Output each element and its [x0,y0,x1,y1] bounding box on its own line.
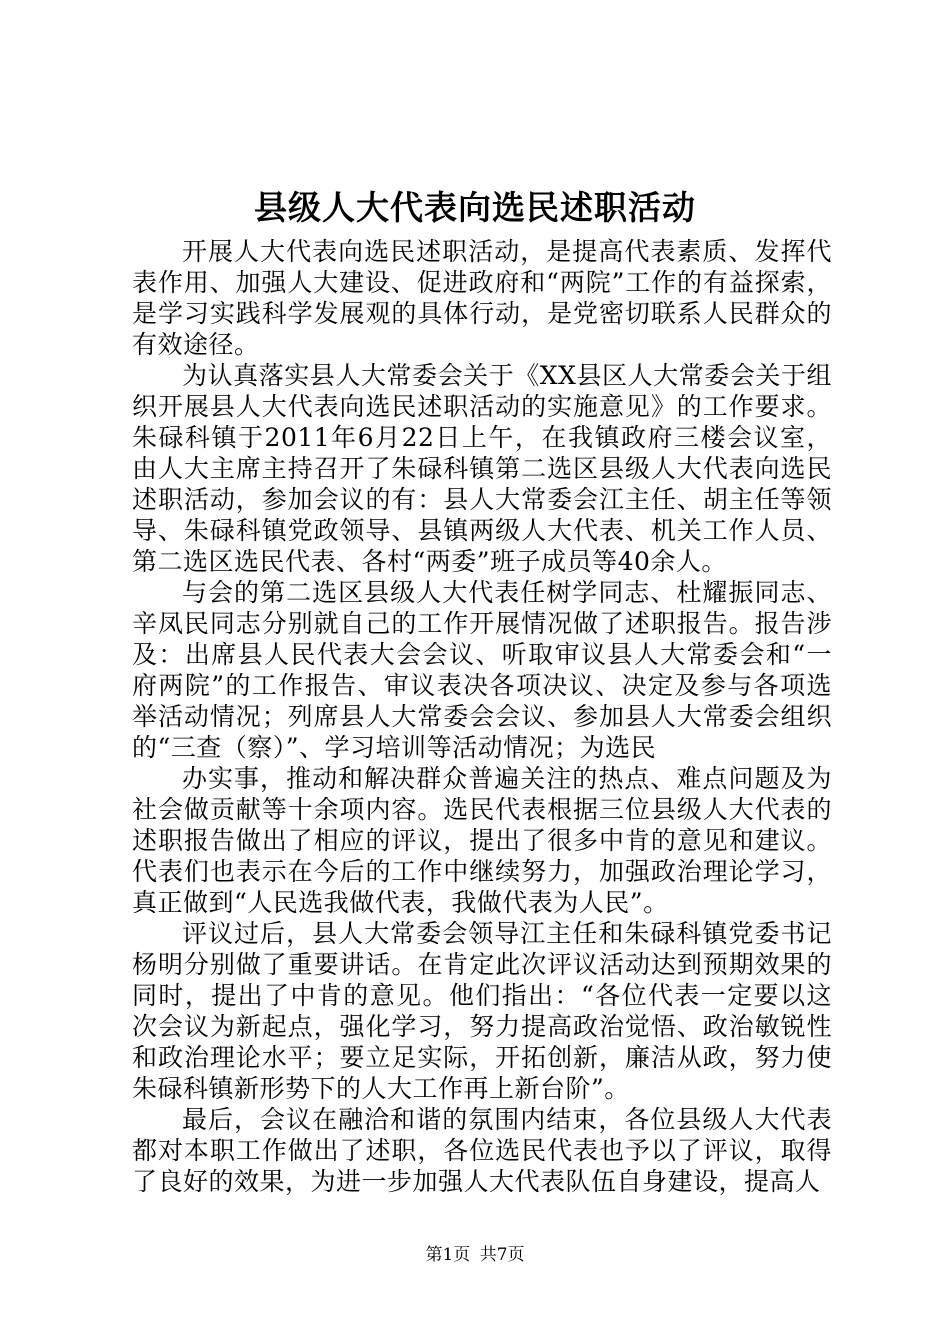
page-number: 第1页 [425,1245,471,1265]
paragraph-4: 办实事，推动和解决群众普遍关注的热点、难点问题及为社会做贡献等十余项内容。选民代表根据三位县级人大代表的述职报告做出了相应的评议，提出了很多中肯的意见和建议。代表们也表示在今后的工作中继续努力，加强政治理论学习，真正做到“人民选我做代表，我做代表为人民”。 [132,764,832,917]
paragraph-1: 开展人大代表向选民述职活动，是提高代表素质、发挥代表作用、加强人大建设、促进政府和“两院”工作的有益探索，是学习实践科学发展观的具体行动，是党密切联系人民群众的有效途径。 [132,237,832,359]
paragraph-2: 为认真落实县人大常委会关于《XX县区人大常委会关于组织开展县人大代表向选民述职活动的实施意见》的工作要求。朱碌科镇于2011年6月22日上午，在我镇政府三楼会议室，由人大主席主持召开了朱碌科镇第二选区县级人大代表向选民述职活动，参加会议的有：县人大常委会江主任、胡主任等领导、朱碌科镇党政领导、县镇两级人大代表、机关工作人员、第二选区选民代表、各村“两委”班子成员等40余人。 [132,361,832,576]
paragraph-5: 评议过后，县人大常委会领导江主任和朱碌科镇党委书记杨明分别做了重要讲话。在肯定此次评议活动达到预期效果的同时，提出了中肯的意见。他们指出：“各位代表一定要以这次会议为新起点，强化学习，努力提高政治觉悟、政治敏锐性和政治理论水平；要立足实际，开拓创新，廉洁从政，努力使朱碌科镇新形势下的人大工作再上新台阶”。 [132,919,832,1103]
page-footer [0,1244,950,1266]
paragraph-3: 与会的第二选区县级人大代表任树学同志、杜耀振同志、辛凤民同志分别就自己的工作开展情况做了述职报告。报告涉及：出席县人民代表大会会议、听取审议县人大常委会和“一府两院”的工作报告、审议表决各项决议、决定及参与各项选举活动情况；列席县人大常委会会议、参加县人大常委会组织的“三查（察）”、学习培训等活动情况；为选民 [132,578,832,762]
document-body [132,236,832,1197]
page-total: 共7页 [479,1245,525,1265]
document-title: 县级人大代表向选民述职活动 [254,188,696,227]
paragraph-6: 最后，会议在融洽和谐的氛围内结束，各位县级人大代表都对本职工作做出了述职，各位选民代表也予以了评议，取得了良好的效果，为进一步加强人大代表队伍自身建设，提高人 [132,1105,832,1196]
